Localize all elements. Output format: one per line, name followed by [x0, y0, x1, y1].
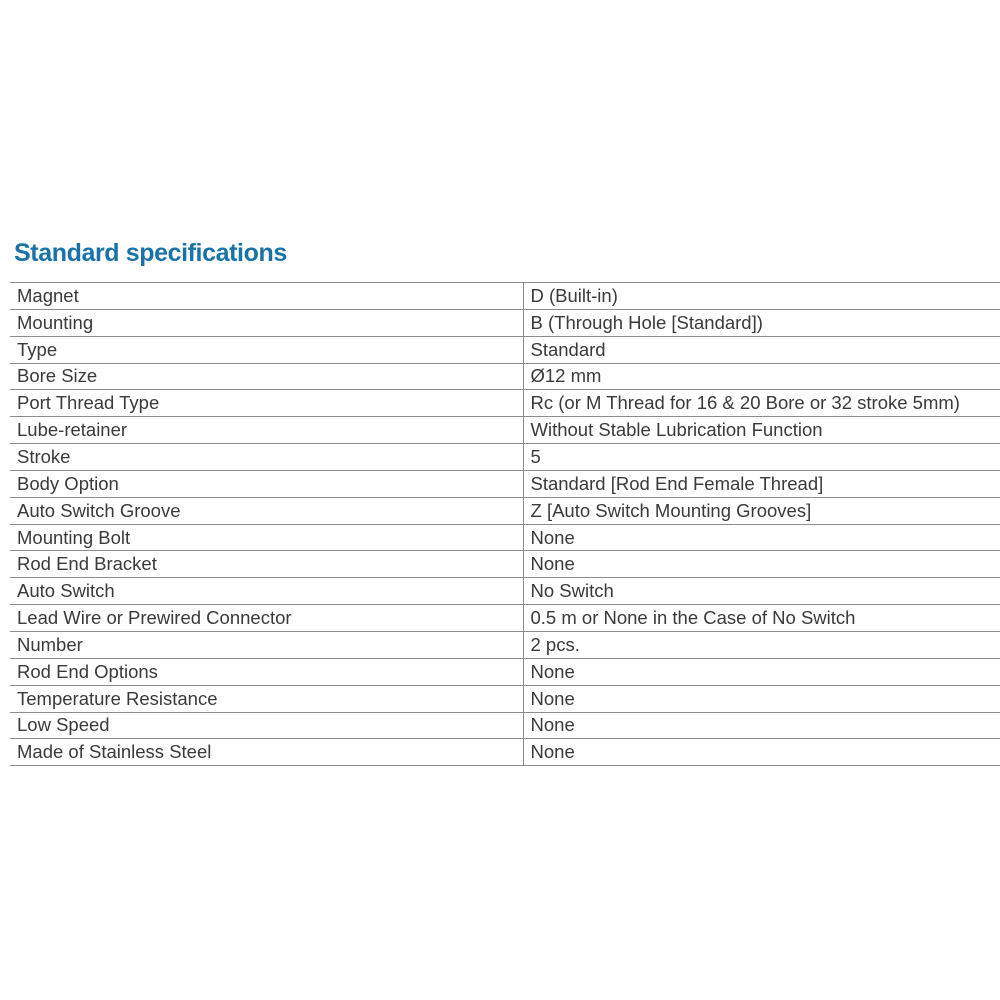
spec-label: Stroke [10, 444, 523, 471]
table-row [10, 712, 1000, 739]
spec-label: Mounting [10, 309, 523, 336]
table-row [10, 283, 1000, 310]
table-row [10, 631, 1000, 658]
spec-label: Rod End Bracket [10, 551, 523, 578]
table-row [10, 417, 1000, 444]
table-row [10, 685, 1000, 712]
spec-value: D (Built-in) [523, 283, 1000, 310]
table-row [10, 551, 1000, 578]
table-row [10, 739, 1000, 766]
spec-value: None [523, 658, 1000, 685]
table-row [10, 605, 1000, 632]
spec-label: Number [10, 631, 523, 658]
spec-label: Port Thread Type [10, 390, 523, 417]
spec-value: No Switch [523, 578, 1000, 605]
spec-value: None [523, 685, 1000, 712]
table-row [10, 524, 1000, 551]
spec-value: 0.5 m or None in the Case of No Switch [523, 605, 1000, 632]
page-title: Standard specifications [14, 239, 287, 267]
spec-label: Low Speed [10, 712, 523, 739]
table-row [10, 658, 1000, 685]
spec-label: Lube-retainer [10, 417, 523, 444]
spec-label: Made of Stainless Steel [10, 739, 523, 766]
spec-value: Z [Auto Switch Mounting Grooves] [523, 497, 1000, 524]
table-row [10, 578, 1000, 605]
spec-value: None [523, 712, 1000, 739]
spec-value: Without Stable Lubrication Function [523, 417, 1000, 444]
table-row [10, 309, 1000, 336]
spec-label: Type [10, 336, 523, 363]
spec-label: Auto Switch Groove [10, 497, 523, 524]
spec-label: Mounting Bolt [10, 524, 523, 551]
table-row [10, 363, 1000, 390]
spec-label: Body Option [10, 470, 523, 497]
spec-value: Rc (or M Thread for 16 & 20 Bore or 32 stroke 5mm) [523, 390, 1000, 417]
spec-label: Bore Size [10, 363, 523, 390]
spec-label: Auto Switch [10, 578, 523, 605]
spec-table [10, 282, 1000, 766]
spec-value: 5 [523, 444, 1000, 471]
spec-value: None [523, 551, 1000, 578]
table-row [10, 444, 1000, 471]
spec-label: Rod End Options [10, 658, 523, 685]
table-row [10, 497, 1000, 524]
spec-value: B (Through Hole [Standard]) [523, 309, 1000, 336]
spec-value: None [523, 524, 1000, 551]
spec-label: Temperature Resistance [10, 685, 523, 712]
table-row [10, 470, 1000, 497]
spec-value: 2 pcs. [523, 631, 1000, 658]
spec-value: Standard [Rod End Female Thread] [523, 470, 1000, 497]
table-row [10, 390, 1000, 417]
spec-label: Magnet [10, 283, 523, 310]
spec-value: None [523, 739, 1000, 766]
spec-value: Ø12 mm [523, 363, 1000, 390]
spec-value: Standard [523, 336, 1000, 363]
spec-label: Lead Wire or Prewired Connector [10, 605, 523, 632]
table-row [10, 336, 1000, 363]
